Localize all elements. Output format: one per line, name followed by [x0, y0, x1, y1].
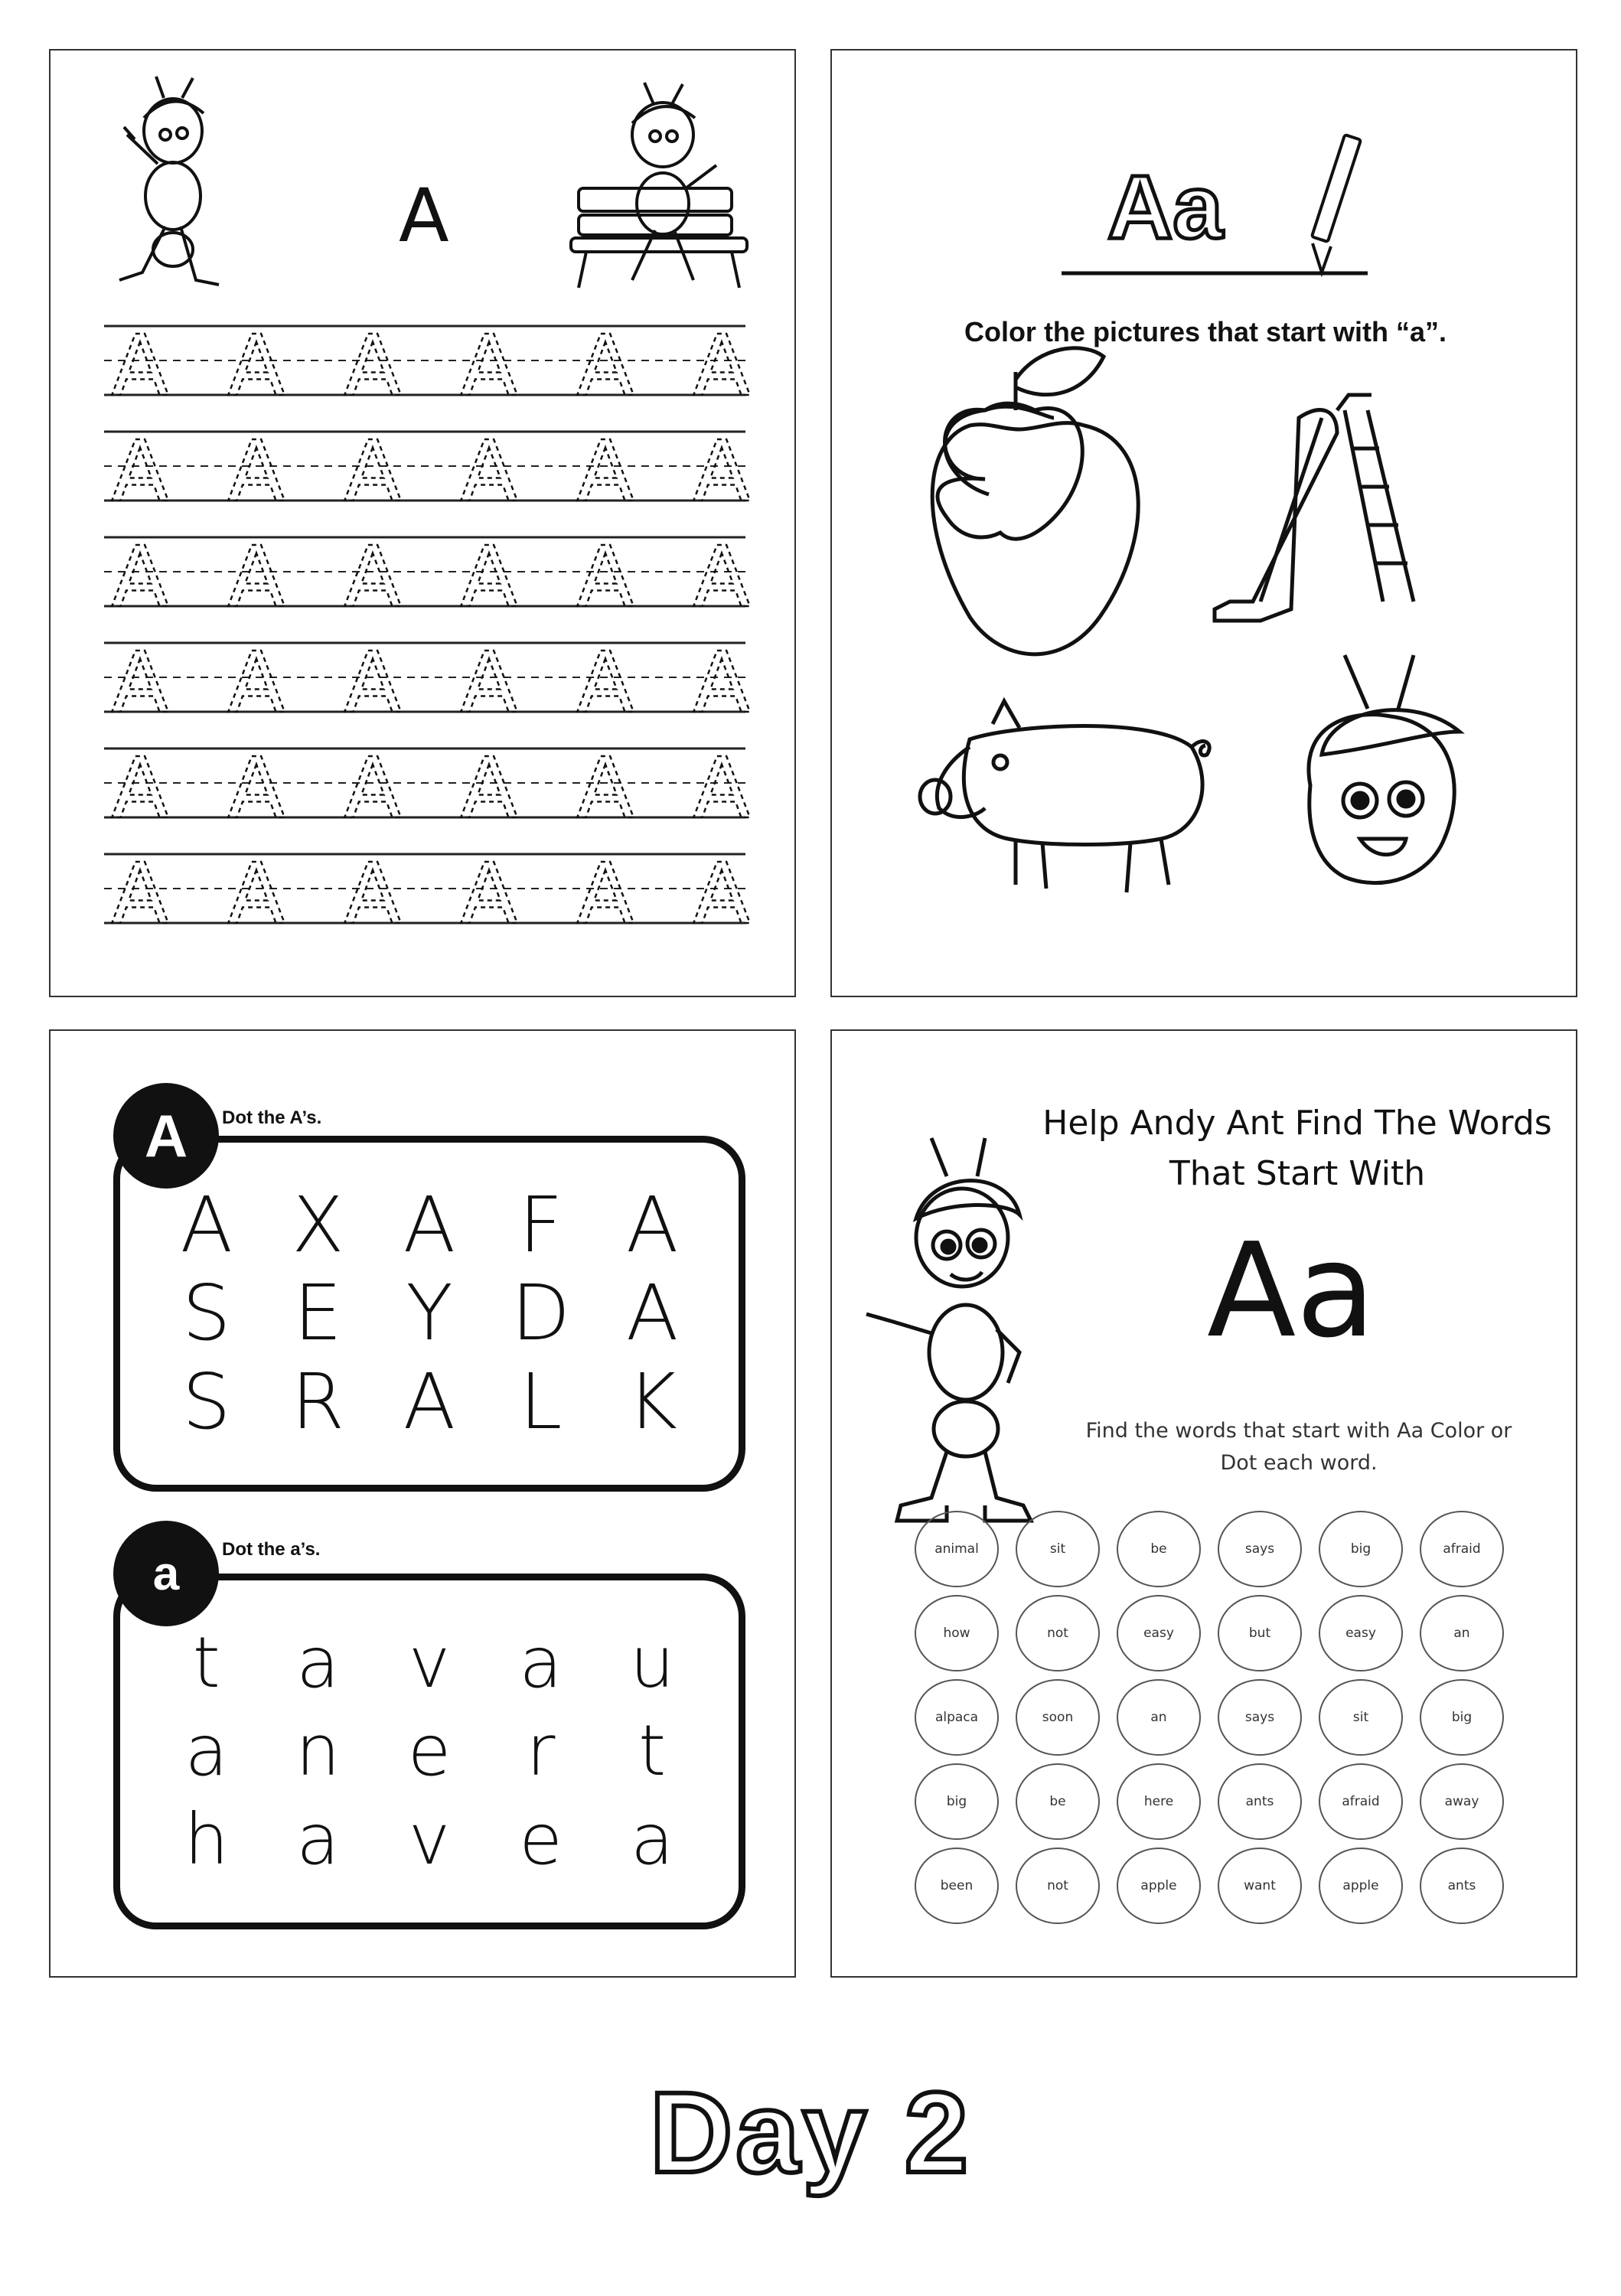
- trace-letter: A: [460, 317, 518, 415]
- trace-letter: A: [576, 317, 634, 415]
- lowercase-letter[interactable]: v: [408, 1621, 451, 1704]
- uppercase-letter[interactable]: A: [625, 1268, 679, 1358]
- lowercase-badge: a: [113, 1521, 219, 1626]
- worksheet-title: Help Andy Ant Find The Words That Start With: [1042, 1104, 1552, 1193]
- big-letters: Aa: [1207, 1215, 1376, 1367]
- word-circle[interactable]: alpaca: [915, 1679, 999, 1756]
- trace-letter: A: [227, 317, 285, 415]
- trace-letter: A: [460, 845, 518, 943]
- trace-letter: A: [576, 634, 634, 732]
- trace-letter: A: [227, 634, 285, 732]
- uppercase-letter[interactable]: K: [627, 1357, 677, 1447]
- word-circle[interactable]: want: [1218, 1848, 1302, 1924]
- tracing-worksheet: [49, 49, 796, 997]
- word-circle[interactable]: here: [1117, 1763, 1201, 1840]
- lowercase-letter-box: [113, 1574, 745, 1929]
- apple-picture: [932, 348, 1138, 654]
- word-circle[interactable]: ants: [1420, 1848, 1504, 1924]
- uppercase-letter[interactable]: S: [182, 1357, 231, 1447]
- word-circle[interactable]: sit: [1016, 1511, 1100, 1587]
- word-circle[interactable]: easy: [1117, 1595, 1201, 1671]
- lowercase-letter[interactable]: e: [519, 1799, 563, 1881]
- header-letters: Aa: [1107, 157, 1223, 258]
- trace-letter: A: [344, 317, 402, 415]
- trace-letter: A: [576, 528, 634, 626]
- trace-letter: A: [344, 634, 402, 732]
- word-circle[interactable]: been: [915, 1848, 999, 1924]
- trace-letter: A: [344, 845, 402, 943]
- word-circle[interactable]: afraid: [1420, 1511, 1504, 1587]
- trace-letter: A: [344, 422, 402, 520]
- lowercase-letter[interactable]: r: [526, 1710, 556, 1792]
- uppercase-letter[interactable]: X: [292, 1179, 344, 1270]
- word-circle[interactable]: away: [1420, 1763, 1504, 1840]
- word-circle[interactable]: animal: [915, 1511, 999, 1587]
- color-pictures-worksheet: [830, 49, 1577, 997]
- dot-letters-worksheet: [49, 1029, 796, 1978]
- letter-heading: A: [399, 173, 449, 259]
- trace-letter: A: [344, 739, 402, 837]
- trace-letter: A: [693, 317, 751, 415]
- word-circle[interactable]: not: [1016, 1595, 1100, 1671]
- trace-letter: A: [111, 845, 169, 943]
- slide-picture: [1215, 395, 1414, 621]
- ant-on-bench-illustration: [571, 83, 747, 288]
- uppercase-letter[interactable]: Y: [406, 1268, 453, 1358]
- ant-pointing-illustration: [119, 77, 219, 285]
- trace-letter: A: [111, 634, 169, 732]
- trace-letter: A: [227, 422, 285, 520]
- find-words-worksheet: [830, 1029, 1577, 1978]
- uppercase-letter[interactable]: A: [625, 1179, 679, 1270]
- uppercase-instruction: Dot the A’s.: [222, 1107, 322, 1128]
- trace-letter: A: [111, 739, 169, 837]
- word-circle[interactable]: big: [1420, 1679, 1504, 1756]
- trace-letter: A: [111, 317, 169, 415]
- lowercase-letter[interactable]: t: [638, 1710, 667, 1792]
- pig-picture: [920, 701, 1209, 892]
- trace-letter: A: [693, 634, 751, 732]
- uppercase-letter[interactable]: E: [293, 1268, 342, 1358]
- uppercase-letter[interactable]: A: [403, 1357, 456, 1447]
- word-circle[interactable]: says: [1218, 1511, 1302, 1587]
- day-title: Day 2: [649, 2068, 972, 2197]
- uppercase-letter-grid: [151, 1181, 708, 1446]
- trace-letter: A: [111, 528, 169, 626]
- trace-letter: A: [576, 739, 634, 837]
- word-circle[interactable]: not: [1016, 1848, 1100, 1924]
- pencil-icon: [1312, 135, 1361, 272]
- word-circle[interactable]: how: [915, 1595, 999, 1671]
- word-circle[interactable]: afraid: [1319, 1763, 1403, 1840]
- lowercase-letter[interactable]: v: [408, 1799, 451, 1881]
- lowercase-letter[interactable]: a: [296, 1621, 340, 1704]
- uppercase-letter[interactable]: D: [511, 1268, 571, 1358]
- instruction-text: Find the words that start with Aa Color or Dot each word.: [1085, 1419, 1512, 1475]
- uppercase-letter[interactable]: F: [518, 1179, 563, 1270]
- word-circle[interactable]: an: [1117, 1679, 1201, 1756]
- trace-letter: A: [227, 845, 285, 943]
- uppercase-letter[interactable]: A: [180, 1179, 233, 1270]
- word-circle[interactable]: apple: [1319, 1848, 1403, 1924]
- lowercase-letter[interactable]: e: [407, 1710, 452, 1792]
- lowercase-letter[interactable]: a: [296, 1799, 340, 1881]
- lowercase-instruction: Dot the a’s.: [222, 1539, 321, 1560]
- word-circle[interactable]: big: [915, 1763, 999, 1840]
- word-circle[interactable]: big: [1319, 1511, 1403, 1587]
- trace-letter: A: [460, 634, 518, 732]
- word-circle[interactable]: ants: [1218, 1763, 1302, 1840]
- uppercase-letter[interactable]: R: [291, 1357, 345, 1447]
- word-circle[interactable]: be: [1016, 1763, 1100, 1840]
- word-circle[interactable]: but: [1218, 1595, 1302, 1671]
- uppercase-letter-box: [113, 1136, 745, 1492]
- word-circle[interactable]: be: [1117, 1511, 1201, 1587]
- trace-letter: A: [460, 422, 518, 520]
- trace-letter: A: [227, 528, 285, 626]
- instruction-text: Color the pictures that start with “a”.: [964, 316, 1447, 347]
- lowercase-letter[interactable]: t: [192, 1621, 220, 1704]
- word-circle[interactable]: easy: [1319, 1595, 1403, 1671]
- word-circle[interactable]: an: [1420, 1595, 1504, 1671]
- lowercase-letter[interactable]: a: [519, 1621, 563, 1704]
- lowercase-letter[interactable]: h: [184, 1799, 229, 1881]
- word-circle[interactable]: says: [1218, 1679, 1302, 1756]
- trace-letter: A: [693, 422, 751, 520]
- trace-letter: A: [576, 845, 634, 943]
- lowercase-letter[interactable]: n: [295, 1710, 341, 1792]
- trace-letter: A: [227, 739, 285, 837]
- uppercase-letter[interactable]: L: [519, 1357, 563, 1447]
- trace-letter: A: [693, 528, 751, 626]
- uppercase-letter[interactable]: S: [182, 1268, 231, 1358]
- word-circle[interactable]: soon: [1016, 1679, 1100, 1756]
- trace-letter: A: [344, 528, 402, 626]
- word-circle[interactable]: sit: [1319, 1679, 1403, 1756]
- lowercase-letter[interactable]: a: [631, 1799, 674, 1881]
- lowercase-letter[interactable]: u: [630, 1621, 675, 1704]
- lowercase-letter[interactable]: a: [184, 1710, 228, 1792]
- word-circle-grid: [915, 1511, 1519, 1932]
- lowercase-letter-grid: [151, 1619, 708, 1884]
- trace-letter: A: [460, 528, 518, 626]
- ant-face-picture: [1309, 655, 1460, 883]
- uppercase-letter[interactable]: A: [403, 1179, 456, 1270]
- word-circle[interactable]: apple: [1117, 1848, 1201, 1924]
- trace-letter: A: [693, 739, 751, 837]
- trace-letter: A: [693, 845, 751, 943]
- trace-letter: A: [460, 739, 518, 837]
- picture-illustrations: [832, 51, 1579, 999]
- uppercase-badge: A: [113, 1083, 219, 1189]
- trace-letter: A: [111, 422, 169, 520]
- trace-letter: A: [576, 422, 634, 520]
